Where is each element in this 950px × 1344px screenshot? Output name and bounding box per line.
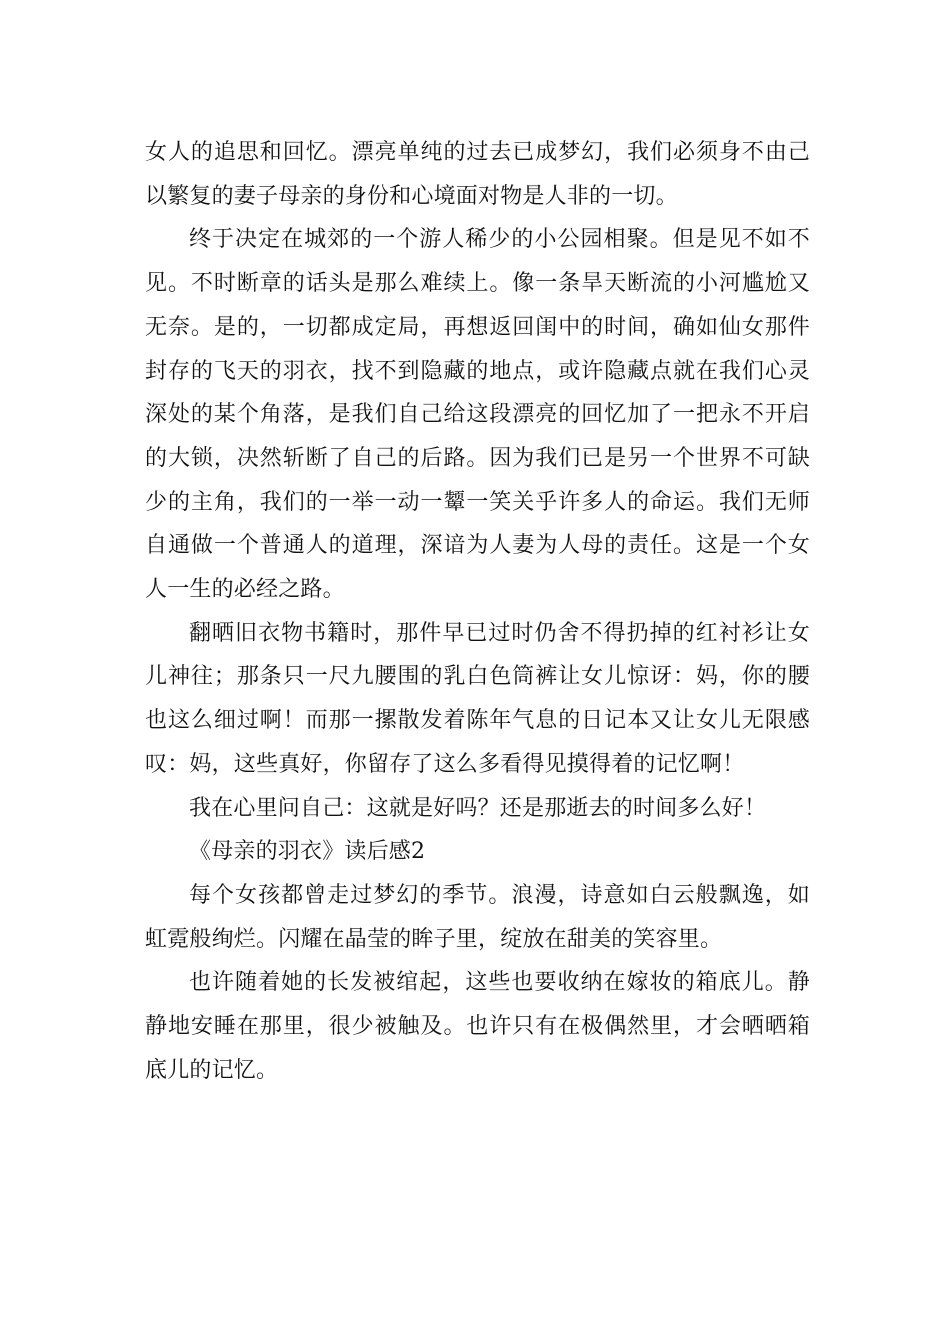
section-heading: 《母亲的羽衣》读后感2 xyxy=(189,839,426,865)
document-body xyxy=(145,131,810,1092)
paragraph-6: 每个女孩都曾走过梦幻的季节。浪漫，诗意如白云般飘逸，如虹霓般绚烂。闪耀在晶莹的眸子里，绽放在甜美的笑容里。 xyxy=(145,882,810,952)
paragraph-7: 也许随着她的长发被绾起，这些也要收纳在嫁妆的箱底儿。静静地安睡在那里，很少被触及。也许只有在极偶然里，才会晒晒箱底儿的记忆。 xyxy=(145,970,810,1083)
paragraph-3: 翻晒旧衣物书籍时，那件早已过时仍舍不得扔掉的红衬衫让女儿神往；那条只一尺九腰围的乳白色筒裤让女儿惊讶：妈，你的腰也这么细过啊！而那一摞散发着陈年气息的日记本又让女儿无限感叹：妈，这些真好，你留存了这么多看得见摸得着的记忆啊！ xyxy=(145,620,810,777)
paragraph-2: 终于决定在城郊的一个游人稀少的小公园相聚。但是见不如不见。不时断章的话头是那么难续上。像一条旱天断流的小河尴尬又无奈。是的，一切都成定局，再想返回闺中的时间，确如仙女那件封存的飞天的羽衣，找不到隐藏的地点，或许隐藏点就在我们心灵深处的某个角落，是我们自己给这段漂亮的回忆加了一把永不开启的大锁，决然斩断了自己的后路。因为我们已是另一个世界不可缺少的主角，我们的一举一动一颦一笑关乎许多人的命运。我们无师自通做一个普通人的道理，深谙为人妻为人母的责任。这是一个女人一生的必经之路。 xyxy=(145,227,810,603)
paragraph-4: 我在心里问自己：这就是好吗？还是那逝去的时间多么好！ xyxy=(189,795,767,821)
paragraph-1: 女人的追思和回忆。漂亮单纯的过去已成梦幻，我们必须身不由己以繁复的妻子母亲的身份和心境面对物是人非的一切。 xyxy=(145,140,810,209)
